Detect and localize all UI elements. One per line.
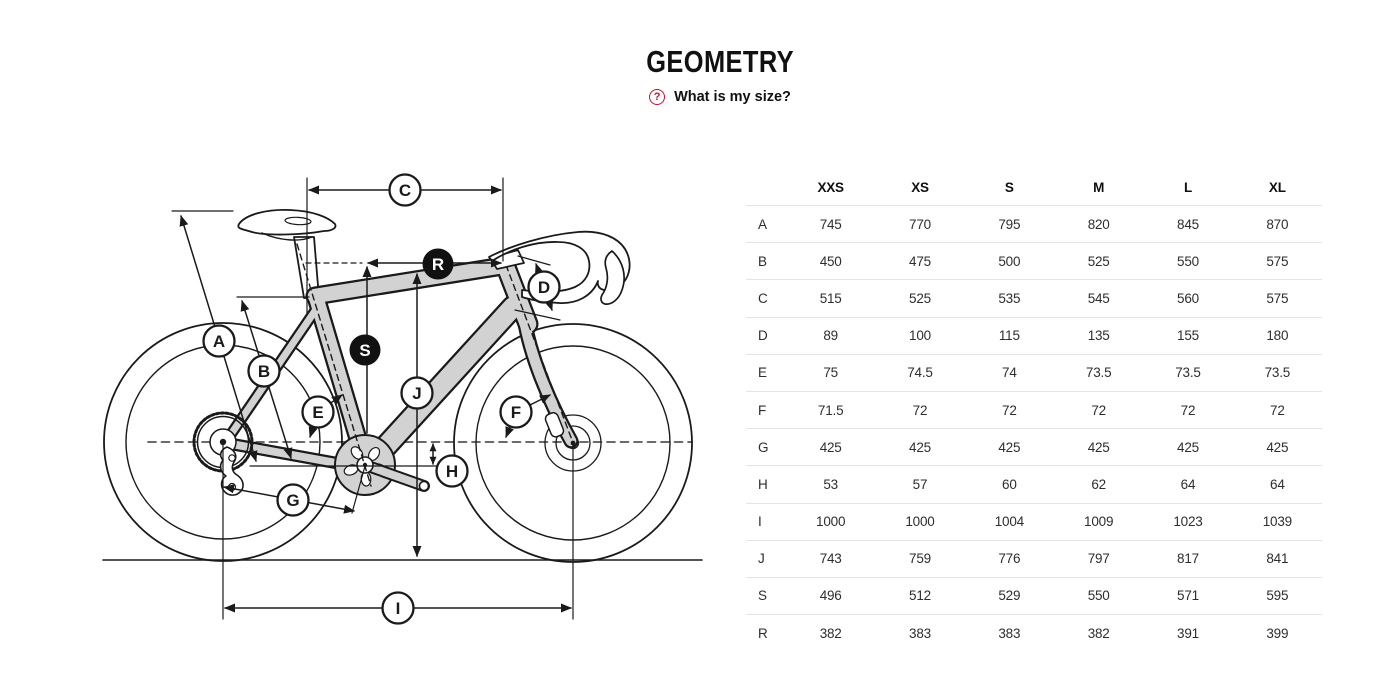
table-cell: 512 <box>909 588 931 604</box>
table-cell: 1000 <box>816 514 846 530</box>
svg-text:E: E <box>312 403 324 422</box>
table-cell: 72 <box>912 402 928 418</box>
table-cell: 180 <box>1266 328 1289 344</box>
table-cell: 89 <box>823 328 838 344</box>
badge-A <box>204 326 235 357</box>
table-cell: 425 <box>1087 439 1110 455</box>
table-cell: 73.5 <box>1175 365 1201 381</box>
table-cell: 571 <box>1177 588 1199 604</box>
badge-G <box>278 485 309 516</box>
table-cell: 425 <box>998 439 1021 455</box>
table-row <box>746 577 1322 614</box>
table-cell: 72 <box>1002 402 1017 418</box>
table-cell: 425 <box>1266 439 1289 455</box>
row-label: I <box>758 514 762 530</box>
table-cell: 64 <box>1180 476 1196 492</box>
table-cell: 743 <box>819 551 842 567</box>
table-cell: 383 <box>909 625 931 641</box>
table-cell: 1009 <box>1084 514 1114 530</box>
table-cell: 870 <box>1266 216 1289 232</box>
svg-text:D: D <box>537 278 551 297</box>
badge-B <box>249 356 280 387</box>
table-cell: 450 <box>819 253 842 269</box>
column-header-xl: XL <box>1268 180 1286 195</box>
table-row <box>746 503 1322 540</box>
table-row <box>746 317 1322 354</box>
table-cell: 383 <box>998 625 1021 641</box>
row-label: D <box>758 328 768 344</box>
svg-text:C: C <box>398 181 412 200</box>
table-cell: 73.5 <box>1085 365 1112 381</box>
table-cell: 382 <box>819 625 842 641</box>
table-cell: 535 <box>998 290 1021 306</box>
saddle <box>238 210 335 240</box>
crankset <box>335 435 429 495</box>
row-label: E <box>758 365 767 381</box>
table-cell: 525 <box>1087 253 1110 269</box>
table-cell: 1039 <box>1262 514 1292 530</box>
table-header-row <box>746 170 1322 205</box>
badge-I <box>383 593 414 624</box>
row-label: J <box>758 551 765 567</box>
table-row <box>746 391 1322 428</box>
table-row <box>746 465 1322 502</box>
table-cell: 391 <box>1177 625 1199 641</box>
table-cell: 575 <box>1266 253 1289 269</box>
table-cell: 595 <box>1266 588 1289 604</box>
table-cell: 770 <box>909 216 931 232</box>
svg-text:A: A <box>212 332 226 351</box>
table-row <box>746 205 1322 242</box>
table-row <box>746 428 1322 465</box>
badge-E <box>303 397 334 428</box>
table-cell: 776 <box>998 551 1021 567</box>
table-cell: 72 <box>1270 402 1285 418</box>
geometry-table <box>746 170 1322 651</box>
column-header-m: M <box>1093 180 1105 195</box>
svg-text:G: G <box>286 491 300 510</box>
column-header-xs: XS <box>911 180 929 195</box>
table-cell: 795 <box>998 216 1021 232</box>
table-cell: 425 <box>1177 439 1199 455</box>
table-cell: 545 <box>1087 290 1110 306</box>
table-cell: 745 <box>819 216 842 232</box>
badge-J <box>402 378 433 409</box>
table-cell: 73.5 <box>1264 365 1291 381</box>
table-cell: 797 <box>1087 551 1110 567</box>
table-cell: 382 <box>1087 625 1110 641</box>
svg-text:I: I <box>395 599 401 618</box>
row-label: H <box>758 476 768 492</box>
column-header-xxs: XXS <box>817 180 844 195</box>
badge-S <box>350 335 381 366</box>
svg-text:S: S <box>359 341 371 360</box>
table-cell: 72 <box>1180 402 1196 418</box>
table-cell: 115 <box>998 328 1020 344</box>
table-cell: 550 <box>1087 588 1110 604</box>
rear-hub-dot <box>220 439 226 445</box>
table-cell: 515 <box>819 290 842 306</box>
table-cell: 399 <box>1266 625 1289 641</box>
table-cell: 1004 <box>994 514 1024 530</box>
question-mark-icon: ? <box>649 89 665 105</box>
table-cell: 155 <box>1177 328 1199 344</box>
table-row <box>746 614 1322 651</box>
table-cell: 496 <box>819 588 842 604</box>
table-cell: 525 <box>909 290 931 306</box>
table-row <box>746 242 1322 279</box>
table-cell: 53 <box>823 476 838 492</box>
badge-R <box>423 249 454 280</box>
table-cell: 475 <box>909 253 931 269</box>
table-row <box>746 354 1322 391</box>
table-cell: 64 <box>1270 476 1285 492</box>
table-cell: 500 <box>998 253 1021 269</box>
row-label: B <box>758 253 767 269</box>
table-cell: 74.5 <box>907 365 933 381</box>
table-cell: 60 <box>1002 476 1017 492</box>
front-hub-dot <box>571 441 576 446</box>
badge-D <box>529 272 560 303</box>
table-cell: 841 <box>1266 551 1289 567</box>
table-cell: 71.5 <box>817 402 844 418</box>
badge-H <box>437 456 468 487</box>
table-cell: 560 <box>1177 290 1199 306</box>
table-row <box>746 279 1322 316</box>
table-cell: 75 <box>823 365 838 381</box>
table-cell: 135 <box>1087 328 1110 344</box>
table-cell: 1023 <box>1173 514 1203 530</box>
table-cell: 425 <box>819 439 842 455</box>
table-cell: 817 <box>1177 551 1199 567</box>
svg-text:R: R <box>431 255 445 274</box>
table-cell: 74 <box>1002 365 1017 381</box>
badge-C <box>390 175 421 206</box>
table-cell: 820 <box>1087 216 1110 232</box>
row-label: G <box>758 439 769 455</box>
row-label: S <box>758 588 767 604</box>
column-header-l: L <box>1183 180 1193 195</box>
svg-text:B: B <box>257 362 271 381</box>
table-cell: 425 <box>909 439 931 455</box>
column-header-s: S <box>1004 180 1014 195</box>
table-row <box>746 540 1322 577</box>
size-help-label: What is my size? <box>674 89 791 105</box>
table-cell: 575 <box>1266 290 1289 306</box>
table-cell: 759 <box>909 551 931 567</box>
svg-text:H: H <box>445 462 459 481</box>
svg-text:F: F <box>510 403 522 422</box>
table-cell: 845 <box>1177 216 1199 232</box>
row-label: A <box>758 216 767 232</box>
table-cell: 100 <box>909 328 931 344</box>
table-cell: 72 <box>1091 402 1106 418</box>
badge-F <box>501 397 532 428</box>
page-title: GEOMETRY <box>646 44 794 79</box>
table-cell: 1000 <box>905 514 935 530</box>
table-cell: 550 <box>1177 253 1199 269</box>
row-label: R <box>758 625 768 641</box>
table-cell: 529 <box>998 588 1021 604</box>
row-label: F <box>758 402 767 418</box>
svg-text:J: J <box>412 384 422 403</box>
row-label: C <box>758 290 768 306</box>
table-cell: 57 <box>912 476 928 492</box>
table-cell: 62 <box>1091 476 1106 492</box>
